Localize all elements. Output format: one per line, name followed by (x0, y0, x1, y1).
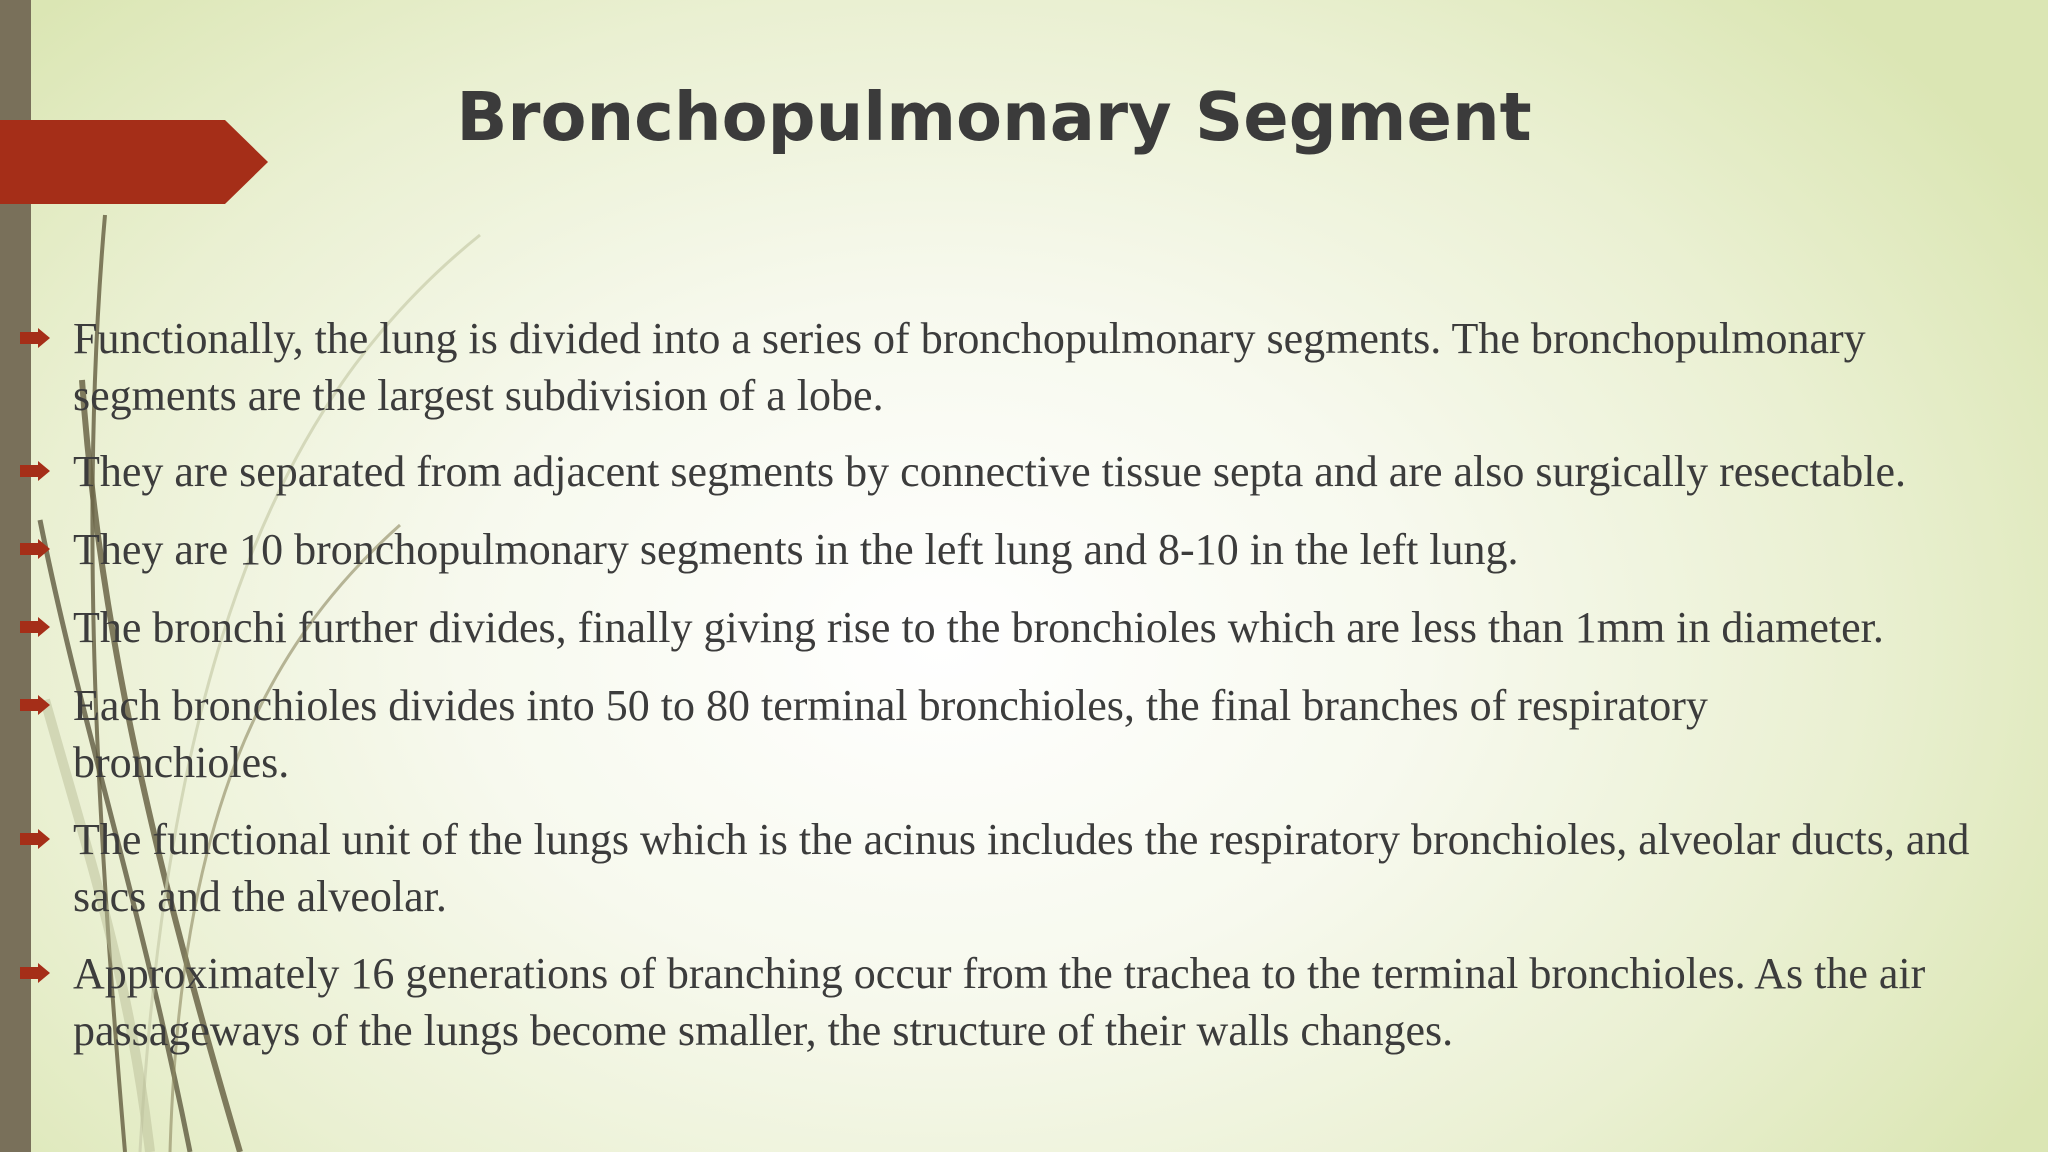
bullet-text: They are 10 bronchopulmonary segments in the left lung and 8-10 in the left lung. (73, 525, 1519, 574)
arrow-bullet-icon (20, 963, 50, 983)
arrow-bullet-icon (20, 829, 50, 849)
arrow-bullet-icon (20, 539, 50, 559)
slide-title: Bronchopulmonary Segment (456, 78, 1532, 156)
arrow-bullet-icon (20, 617, 50, 637)
bullet-text: They are separated from adjacent segments by connective tissue septa and are also surgically resectable. (73, 447, 1906, 496)
arrow-bullet-icon (20, 461, 50, 481)
arrow-bullet-icon (20, 328, 50, 348)
bullet-text: Functionally, the lung is divided into a series of bronchopulmonary segments. The bronchopulmonary segments are the largest subdivision of a lobe. (73, 314, 1866, 420)
bullet-text: The bronchi further divides, finally giving rise to the bronchioles which are less than 1mm in diameter. (73, 603, 1884, 652)
bullet-text: Each bronchioles divides into 50 to 80 terminal bronchioles, the final branches of respiratory bronchioles. (73, 681, 1708, 787)
arrow-bullet-icon (20, 695, 50, 715)
bullet-text: The functional unit of the lungs which is the acinus includes the respiratory bronchioles, alveolar ducts, and sacs and the alveolar. (73, 815, 1970, 921)
bullet-text: Approximately 16 generations of branching occur from the trachea to the terminal bronchioles. As the air passageways of the lungs become smaller, the structure of their walls changes. (73, 949, 1926, 1055)
